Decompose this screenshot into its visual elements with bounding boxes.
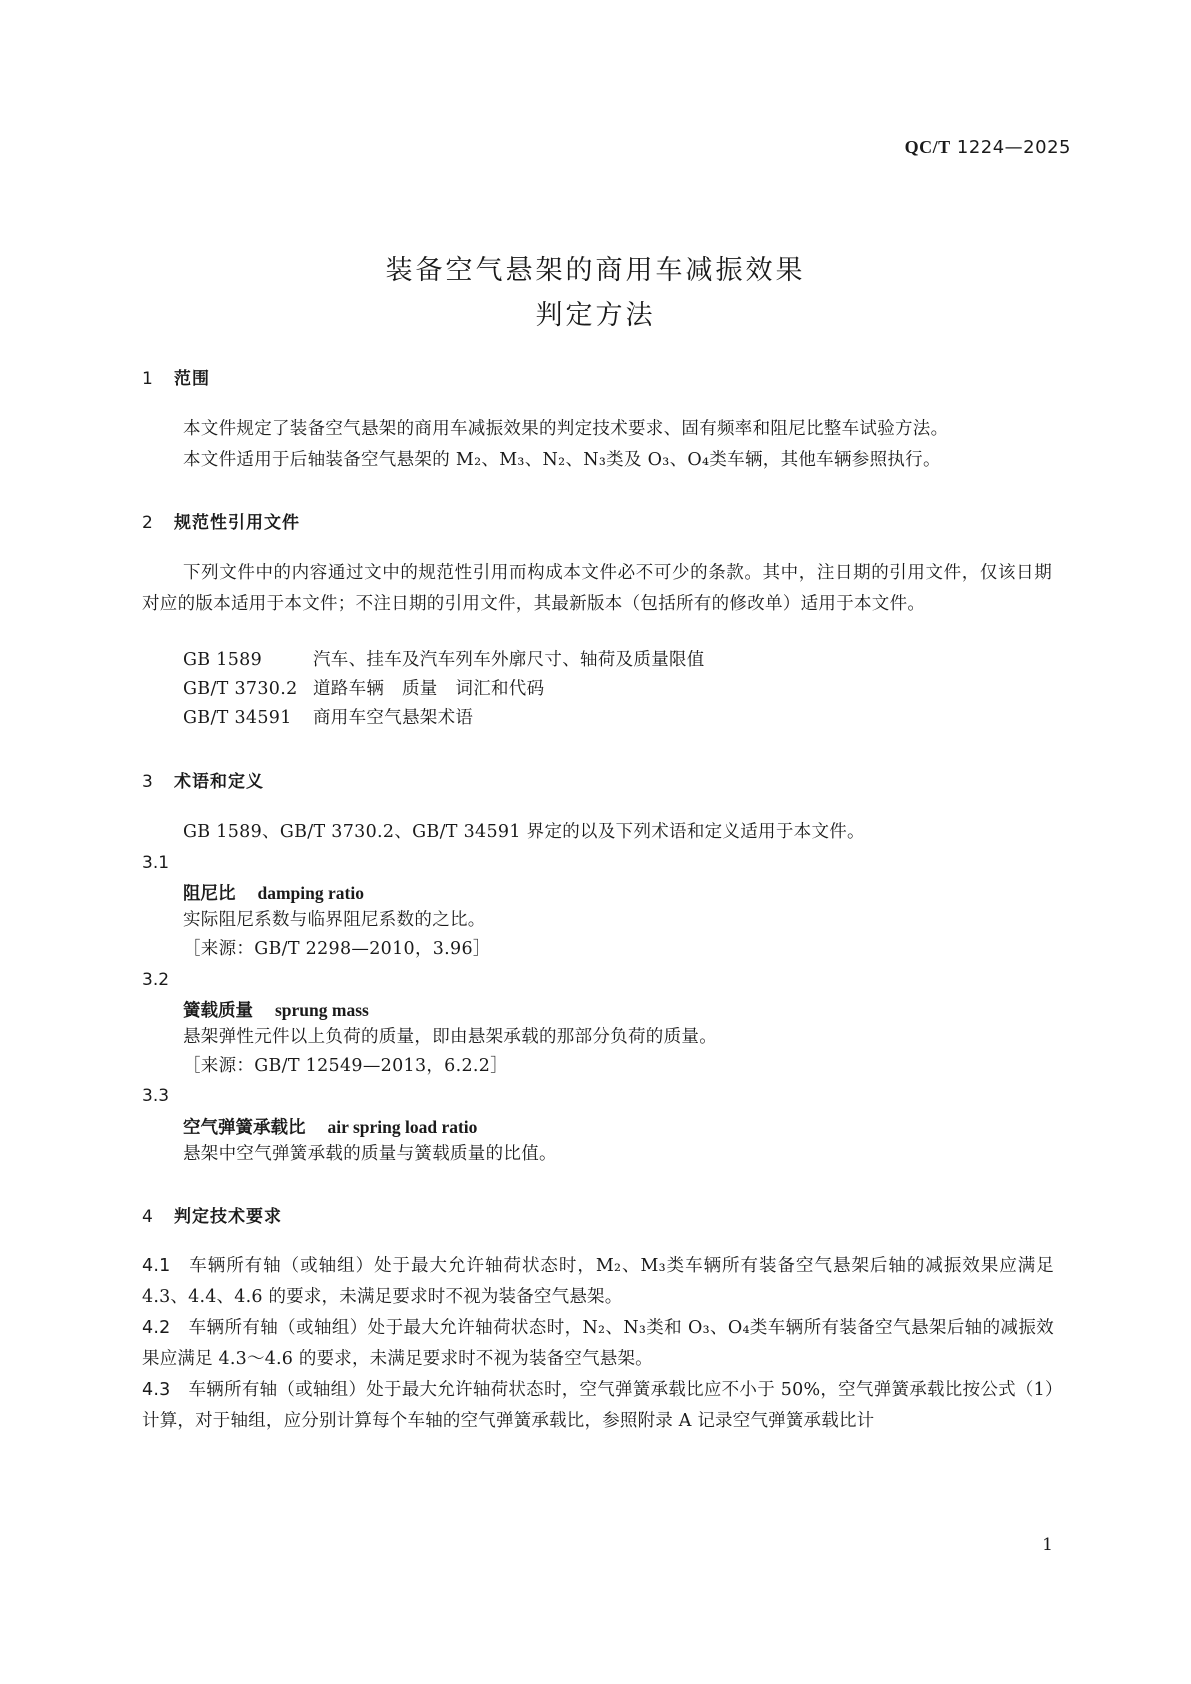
- clause-number: 4.2: [142, 1318, 171, 1338]
- term-en: air spring load ratio: [327, 1117, 478, 1137]
- section-number: 1: [142, 369, 154, 389]
- standard-number: 1224—2025: [956, 137, 1071, 158]
- section-2-heading: [142, 508, 300, 533]
- reference-code: GB/T 3730.2: [183, 679, 298, 699]
- clause-text: 车辆所有轴（或轴组）处于最大允许轴荷状态时，空气弹簧承载比应不小于 50%，空气弹簧承载比按公式（1）计算，对于轴组，应分别计算每个车轴的空气弹簧承载比，参照附录 A 记录空气弹簧承载比计: [142, 1380, 1054, 1431]
- section-title: 术语和定义: [174, 772, 264, 792]
- clause-text: 车辆所有轴（或轴组）处于最大允许轴荷状态时，M₂、M₃类车辆所有装备空气悬架后轴的减振效果应满足 4.3、4.4、4.6 的要求，未满足要求时不视为装备空气悬架。: [142, 1256, 1054, 1307]
- reference-code: GB/T 34591: [183, 708, 292, 728]
- scope-paragraph-2: 本文件适用于后轴装备空气悬架的 M₂、M₃、N₂、N₃类及 O₃、O₄类车辆，其他车辆参照执行。: [183, 450, 941, 470]
- term-en: damping ratio: [257, 883, 364, 903]
- term-definition: 实际阻尼系数与临界阻尼系数的之比。: [183, 910, 486, 930]
- reference-item: [183, 703, 473, 734]
- section-title: 范围: [174, 369, 210, 389]
- section-3-heading: [142, 767, 264, 792]
- clause-4-3: [142, 1375, 1054, 1437]
- reference-code: GB 1589: [183, 650, 263, 670]
- clause-text: 车辆所有轴（或轴组）处于最大允许轴荷状态时，N₂、N₃类和 O₃、O₄类车辆所有装备空气悬架后轴的减振效果应满足 4.3～4.6 的要求，未满足要求时不视为装备空气悬架。: [142, 1318, 1054, 1369]
- section-title: 判定技术要求: [174, 1207, 282, 1227]
- term-number: 3.1: [142, 853, 170, 873]
- reference-title: 汽车、挂车及汽车列车外廓尺寸、轴荷及质量限值: [313, 650, 705, 670]
- document-title-line-1: 装备空气悬架的商用车减振效果: [385, 255, 806, 286]
- section-4-heading: [142, 1202, 282, 1227]
- normative-references-intro: 下列文件中的内容通过文中的规范性引用而构成本文件必不可少的条款。其中，注日期的引用文件，仅该日期对应的版本适用于本文件；不注日期的引用文件，其最新版本（包括所有的修改单）适用于本文件。: [142, 563, 1052, 614]
- section-1-heading: [142, 364, 210, 389]
- term-number: 3.3: [142, 1086, 170, 1106]
- term-number: 3.2: [142, 970, 170, 990]
- clause-number: 4.3: [142, 1380, 171, 1400]
- clause-4-2: [142, 1313, 1054, 1375]
- term-heading: [183, 1114, 477, 1139]
- section-number: 3: [142, 772, 154, 792]
- term-source: ［来源：GB/T 12549—2013，6.2.2］: [183, 1056, 509, 1076]
- document-title-line-2: 判定方法: [535, 300, 656, 331]
- term-heading: [183, 997, 369, 1022]
- section-number: 4: [142, 1207, 154, 1227]
- term-definition: 悬架中空气弹簧承载的质量与簧载质量的比值。: [183, 1144, 557, 1164]
- term-heading: [183, 880, 364, 905]
- standard-code: [905, 137, 1071, 158]
- clause-4-1: [142, 1251, 1054, 1313]
- reference-item: [183, 674, 544, 705]
- terms-intro: GB 1589、GB/T 3730.2、GB/T 34591 界定的以及下列术语和定义适用于本文件。: [183, 822, 865, 842]
- reference-title: 商用车空气悬架术语: [313, 708, 474, 728]
- term-source: ［来源：GB/T 2298—2010，3.96］: [183, 939, 491, 959]
- term-cn: 阻尼比: [183, 884, 236, 904]
- scope-paragraph-1: 本文件规定了装备空气悬架的商用车减振效果的判定技术要求、固有频率和阻尼比整车试验方法。: [183, 419, 949, 439]
- term-cn: 空气弹簧承载比: [183, 1118, 306, 1138]
- term-definition: 悬架弹性元件以上负荷的质量，即由悬架承载的那部分负荷的质量。: [183, 1027, 717, 1047]
- page-number: 1: [1042, 1535, 1053, 1555]
- reference-title: 道路车辆 质量 词汇和代码: [313, 679, 545, 699]
- term-cn: 簧载质量: [183, 1001, 253, 1021]
- term-en: sprung mass: [275, 1000, 369, 1020]
- section-title: 规范性引用文件: [174, 513, 300, 533]
- reference-item: [183, 645, 705, 676]
- clause-number: 4.1: [142, 1256, 171, 1276]
- standard-prefix: QC/T: [904, 137, 951, 157]
- section-number: 2: [142, 513, 154, 533]
